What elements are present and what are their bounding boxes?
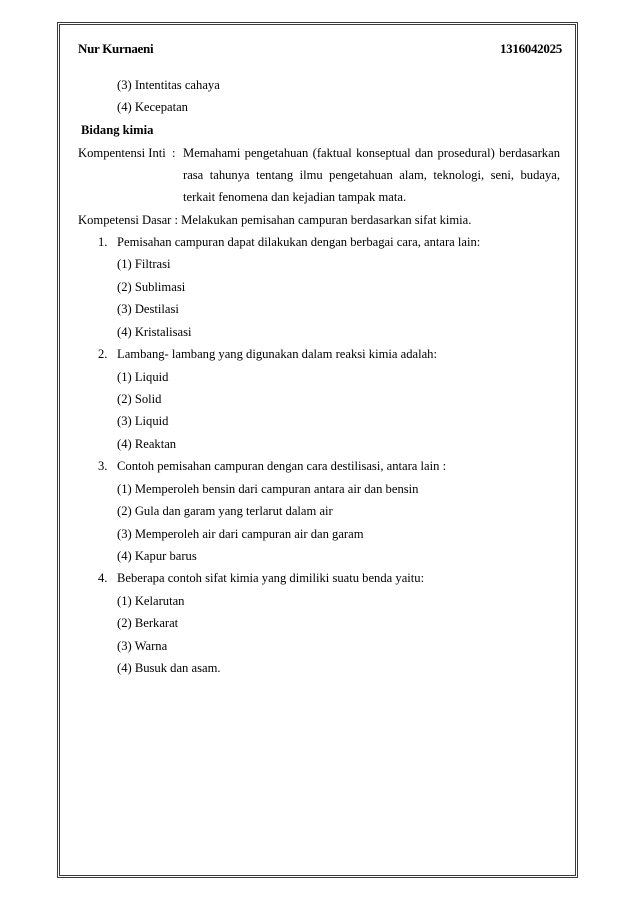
option: (2) Gula dan garam yang terlarut dalam air <box>117 504 333 518</box>
question-number: 3. <box>98 459 108 473</box>
option: (2) Solid <box>117 392 162 406</box>
option: (1) Kelarutan <box>117 594 185 608</box>
option: (4) Reaktan <box>117 437 177 451</box>
question-number: 4. <box>98 571 108 585</box>
option: (1) Liquid <box>117 370 169 384</box>
intro-item: (3) Intentitas cahaya <box>117 78 220 92</box>
ki-text-line-1: Memahami pengetahuan (faktual konseptual dan prosedural) berdasarkan <box>183 146 560 160</box>
ki-text-line-2: rasa tahunya tentang ilmu pengetahuan alam, teknologi, seni, budaya, <box>183 168 560 182</box>
option: (2) Sublimasi <box>117 280 186 294</box>
intro-item: (4) Kecepatan <box>117 100 188 114</box>
option: (1) Memperoleh bensin dari campuran antara air dan bensin <box>117 482 419 496</box>
option: (4) Busuk dan asam. <box>117 661 221 675</box>
option: (1) Filtrasi <box>117 257 171 271</box>
option: (3) Destilasi <box>117 302 179 316</box>
ki-text-line-3: terkait fenomena dan kejadian tampak mata. <box>183 190 407 204</box>
option: (2) Berkarat <box>117 616 179 630</box>
question-number: 1. <box>98 235 108 249</box>
section-title: Bidang kimia <box>81 123 154 137</box>
question-text: Beberapa contoh sifat kimia yang dimiliki suatu benda yaitu: <box>117 571 425 585</box>
header-id: 1316042025 <box>499 41 562 56</box>
ki-separator: : <box>172 146 176 160</box>
question-text: Lambang- lambang yang digunakan dalam reaksi kimia adalah: <box>117 347 437 361</box>
option: (4) Kapur barus <box>117 549 197 563</box>
question-text: Contoh pemisahan campuran dengan cara destilisasi, antara lain : <box>117 459 447 473</box>
option: (4) Kristalisasi <box>117 325 192 339</box>
question-text: Pemisahan campuran dapat dilakukan dengan berbagai cara, antara lain: <box>117 235 481 249</box>
option: (3) Liquid <box>117 414 169 428</box>
kd-text: Kompetensi Dasar : Melakukan pemisahan campuran berdasarkan sifat kimia. <box>78 213 472 227</box>
header-author: Nur Kurnaeni <box>78 41 154 56</box>
question-number: 2. <box>98 347 108 361</box>
ki-label: Kompentensi Inti <box>78 146 166 160</box>
option: (3) Warna <box>117 639 168 653</box>
option: (3) Memperoleh air dari campuran air dan garam <box>117 527 364 541</box>
